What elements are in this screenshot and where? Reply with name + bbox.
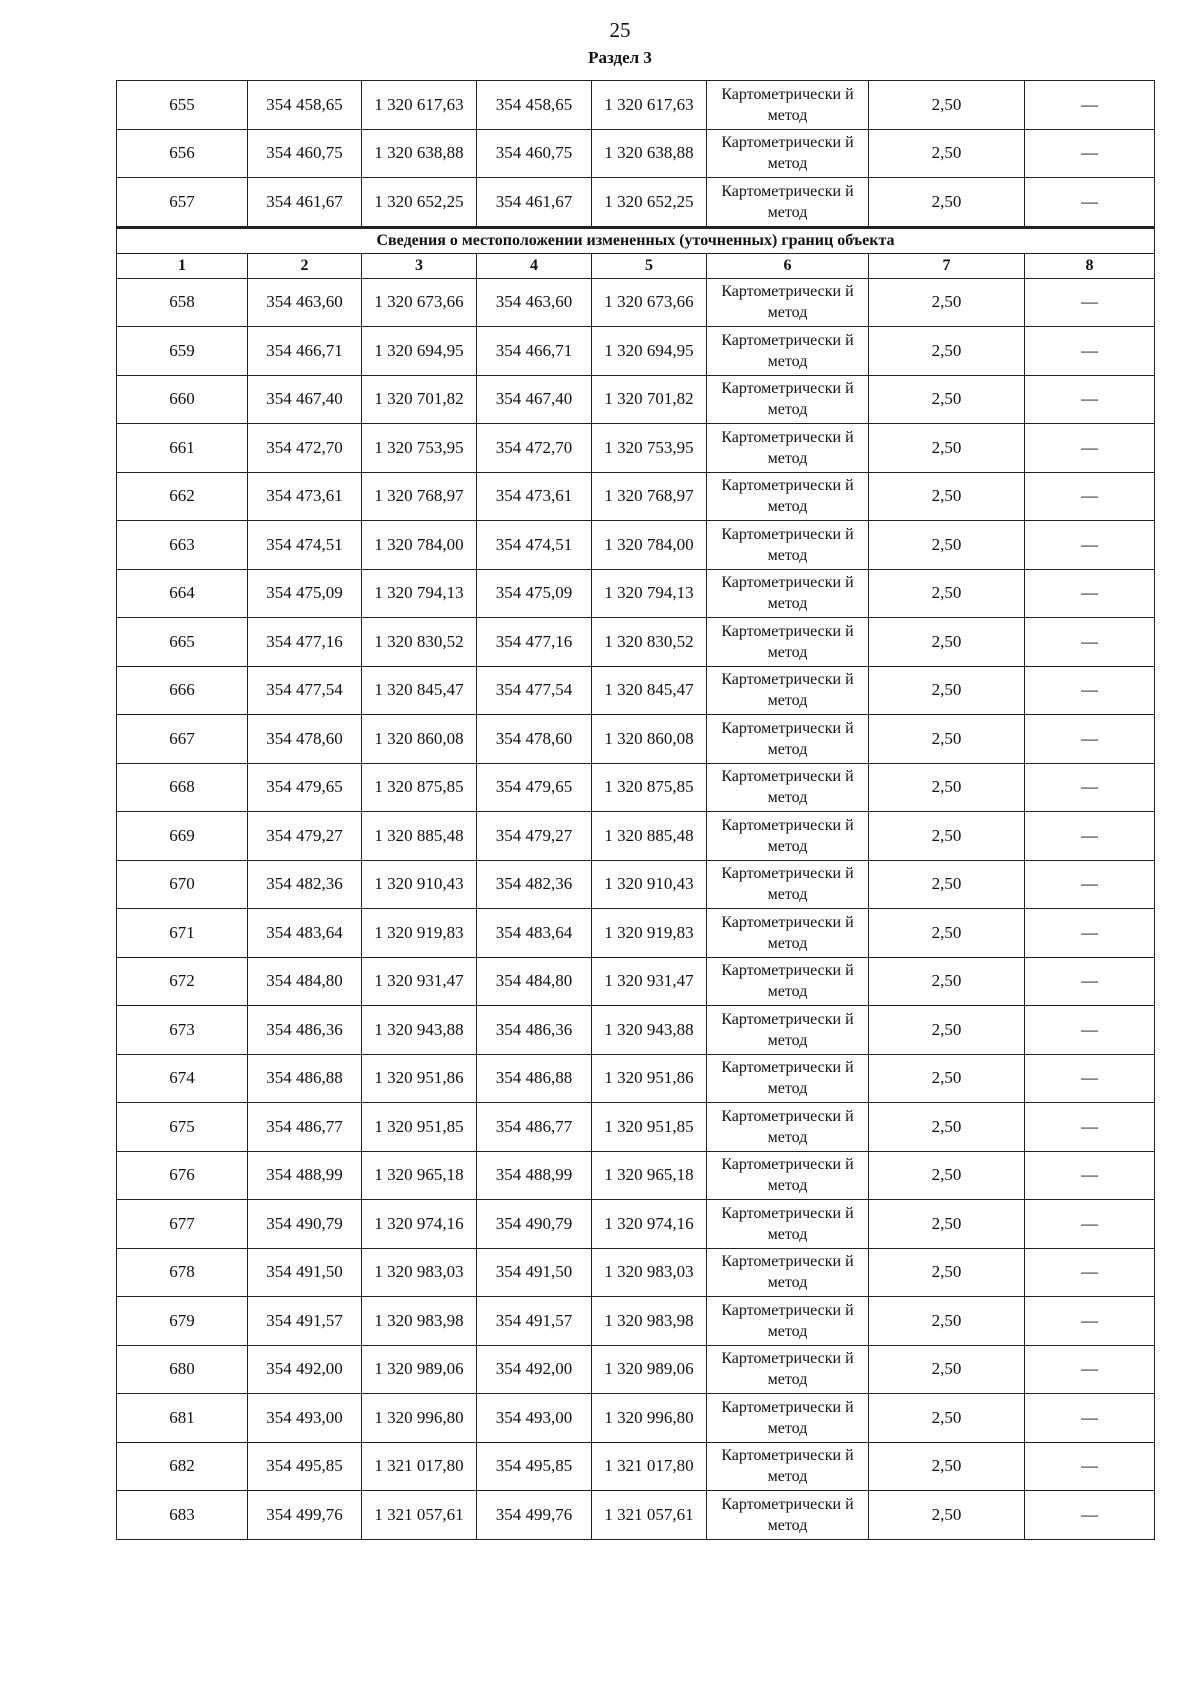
- accuracy-cell: 2,50: [869, 715, 1025, 764]
- description-cell: —: [1025, 763, 1155, 812]
- accuracy-cell: 2,50: [869, 957, 1025, 1006]
- x-coordinate-cell: 354 484,80: [248, 957, 362, 1006]
- table-body-bottom: [117, 278, 1155, 1539]
- x-coordinate-cell: 354 463,60: [248, 278, 362, 327]
- x-coordinate-cell: 354 473,61: [248, 472, 362, 521]
- table-row: [117, 472, 1155, 521]
- point-number-cell: 670: [117, 860, 248, 909]
- y-coordinate-cell: 1 320 875,85: [362, 763, 477, 812]
- y-coordinate-cell: 1 320 673,66: [592, 278, 707, 327]
- y-coordinate-cell: 1 320 951,86: [592, 1054, 707, 1103]
- point-number-cell: 683: [117, 1491, 248, 1540]
- point-number-cell: 668: [117, 763, 248, 812]
- section-heading: Сведения о местоположении измененных (уточненных) границ объекта: [117, 227, 1155, 253]
- column-number: 7: [869, 253, 1025, 278]
- x-coordinate-cell: 354 458,65: [248, 81, 362, 130]
- x-coordinate-cell: 354 486,77: [477, 1103, 592, 1152]
- x-coordinate-cell: 354 478,60: [248, 715, 362, 764]
- point-number-cell: 664: [117, 569, 248, 618]
- x-coordinate-cell: 354 477,16: [248, 618, 362, 667]
- x-coordinate-cell: 354 491,57: [248, 1297, 362, 1346]
- point-number-cell: 666: [117, 666, 248, 715]
- section-title: Раздел 3: [588, 48, 652, 67]
- x-coordinate-cell: 354 482,36: [477, 860, 592, 909]
- point-number-cell: 674: [117, 1054, 248, 1103]
- x-coordinate-cell: 354 461,67: [248, 178, 362, 228]
- y-coordinate-cell: 1 320 694,95: [362, 327, 477, 376]
- y-coordinate-cell: 1 320 965,18: [592, 1151, 707, 1200]
- accuracy-cell: 2,50: [869, 812, 1025, 861]
- column-number: 4: [477, 253, 592, 278]
- table-row: [117, 1006, 1155, 1055]
- point-number-cell: 656: [117, 129, 248, 178]
- y-coordinate-cell: 1 320 794,13: [362, 569, 477, 618]
- x-coordinate-cell: 354 499,76: [248, 1491, 362, 1540]
- point-number-cell: 672: [117, 957, 248, 1006]
- table-body-top: [117, 81, 1155, 228]
- x-coordinate-cell: 354 488,99: [477, 1151, 592, 1200]
- description-cell: —: [1025, 1200, 1155, 1249]
- description-cell: —: [1025, 1151, 1155, 1200]
- method-cell: Картометрически й метод: [707, 1442, 869, 1491]
- y-coordinate-cell: 1 320 885,48: [362, 812, 477, 861]
- point-number-cell: 660: [117, 375, 248, 424]
- point-number-cell: 677: [117, 1200, 248, 1249]
- y-coordinate-cell: 1 320 617,63: [592, 81, 707, 130]
- method-cell: Картометрически й метод: [707, 375, 869, 424]
- y-coordinate-cell: 1 320 996,80: [592, 1394, 707, 1443]
- x-coordinate-cell: 354 474,51: [477, 521, 592, 570]
- description-cell: —: [1025, 715, 1155, 764]
- accuracy-cell: 2,50: [869, 1345, 1025, 1394]
- y-coordinate-cell: 1 320 910,43: [592, 860, 707, 909]
- accuracy-cell: 2,50: [869, 1491, 1025, 1540]
- description-cell: —: [1025, 424, 1155, 473]
- accuracy-cell: 2,50: [869, 472, 1025, 521]
- x-coordinate-cell: 354 472,70: [248, 424, 362, 473]
- point-number-cell: 669: [117, 812, 248, 861]
- y-coordinate-cell: 1 320 931,47: [362, 957, 477, 1006]
- accuracy-cell: 2,50: [869, 618, 1025, 667]
- accuracy-cell: 2,50: [869, 1103, 1025, 1152]
- table-row: [117, 178, 1155, 228]
- accuracy-cell: 2,50: [869, 278, 1025, 327]
- y-coordinate-cell: 1 320 794,13: [592, 569, 707, 618]
- method-cell: Картометрически й метод: [707, 521, 869, 570]
- method-cell: Картометрически й метод: [707, 278, 869, 327]
- y-coordinate-cell: 1 320 768,97: [362, 472, 477, 521]
- point-number-cell: 658: [117, 278, 248, 327]
- method-cell: Картометрически й метод: [707, 472, 869, 521]
- accuracy-cell: 2,50: [869, 569, 1025, 618]
- table-row: [117, 715, 1155, 764]
- method-cell: Картометрически й метод: [707, 1345, 869, 1394]
- y-coordinate-cell: 1 320 983,98: [592, 1297, 707, 1346]
- y-coordinate-cell: 1 320 617,63: [362, 81, 477, 130]
- table-row: [117, 81, 1155, 130]
- table-row: [117, 1491, 1155, 1540]
- method-cell: Картометрически й метод: [707, 178, 869, 228]
- x-coordinate-cell: 354 490,79: [477, 1200, 592, 1249]
- method-cell: Картометрически й метод: [707, 569, 869, 618]
- x-coordinate-cell: 354 486,36: [477, 1006, 592, 1055]
- description-cell: —: [1025, 375, 1155, 424]
- table-row: [117, 812, 1155, 861]
- x-coordinate-cell: 354 473,61: [477, 472, 592, 521]
- method-cell: Картометрически й метод: [707, 957, 869, 1006]
- x-coordinate-cell: 354 479,27: [477, 812, 592, 861]
- method-cell: Картометрически й метод: [707, 424, 869, 473]
- x-coordinate-cell: 354 467,40: [248, 375, 362, 424]
- column-numbers-row: [117, 253, 1155, 278]
- x-coordinate-cell: 354 478,60: [477, 715, 592, 764]
- description-cell: —: [1025, 1248, 1155, 1297]
- y-coordinate-cell: 1 320 652,25: [592, 178, 707, 228]
- accuracy-cell: 2,50: [869, 666, 1025, 715]
- method-cell: Картометрически й метод: [707, 763, 869, 812]
- x-coordinate-cell: 354 483,64: [477, 909, 592, 958]
- x-coordinate-cell: 354 467,40: [477, 375, 592, 424]
- y-coordinate-cell: 1 320 845,47: [362, 666, 477, 715]
- point-number-cell: 681: [117, 1394, 248, 1443]
- x-coordinate-cell: 354 477,54: [477, 666, 592, 715]
- description-cell: —: [1025, 1103, 1155, 1152]
- y-coordinate-cell: 1 320 768,97: [592, 472, 707, 521]
- x-coordinate-cell: 354 474,51: [248, 521, 362, 570]
- table-row: [117, 1103, 1155, 1152]
- point-number-cell: 659: [117, 327, 248, 376]
- y-coordinate-cell: 1 320 974,16: [592, 1200, 707, 1249]
- x-coordinate-cell: 354 475,09: [248, 569, 362, 618]
- y-coordinate-cell: 1 320 638,88: [362, 129, 477, 178]
- y-coordinate-cell: 1 320 673,66: [362, 278, 477, 327]
- y-coordinate-cell: 1 320 943,88: [362, 1006, 477, 1055]
- accuracy-cell: 2,50: [869, 521, 1025, 570]
- x-coordinate-cell: 354 492,00: [477, 1345, 592, 1394]
- description-cell: —: [1025, 1054, 1155, 1103]
- description-cell: —: [1025, 521, 1155, 570]
- accuracy-cell: 2,50: [869, 375, 1025, 424]
- section-heading-row: [117, 227, 1155, 253]
- method-cell: Картометрически й метод: [707, 1394, 869, 1443]
- method-cell: Картометрически й метод: [707, 812, 869, 861]
- table-row: [117, 278, 1155, 327]
- accuracy-cell: 2,50: [869, 860, 1025, 909]
- y-coordinate-cell: 1 320 830,52: [592, 618, 707, 667]
- x-coordinate-cell: 354 472,70: [477, 424, 592, 473]
- y-coordinate-cell: 1 320 919,83: [362, 909, 477, 958]
- table-row: [117, 1442, 1155, 1491]
- y-coordinate-cell: 1 321 057,61: [592, 1491, 707, 1540]
- method-cell: Картометрически й метод: [707, 327, 869, 376]
- x-coordinate-cell: 354 482,36: [248, 860, 362, 909]
- table-row: [117, 375, 1155, 424]
- table-row: [117, 909, 1155, 958]
- y-coordinate-cell: 1 320 983,03: [592, 1248, 707, 1297]
- point-number-cell: 663: [117, 521, 248, 570]
- method-cell: Картометрически й метод: [707, 1054, 869, 1103]
- x-coordinate-cell: 354 488,99: [248, 1151, 362, 1200]
- x-coordinate-cell: 354 477,54: [248, 666, 362, 715]
- y-coordinate-cell: 1 320 965,18: [362, 1151, 477, 1200]
- method-cell: Картометрически й метод: [707, 715, 869, 764]
- column-number: 2: [248, 253, 362, 278]
- y-coordinate-cell: 1 321 017,80: [592, 1442, 707, 1491]
- description-cell: —: [1025, 1394, 1155, 1443]
- description-cell: —: [1025, 1006, 1155, 1055]
- y-coordinate-cell: 1 320 845,47: [592, 666, 707, 715]
- coordinates-table: [116, 80, 1155, 1540]
- description-cell: —: [1025, 81, 1155, 130]
- table-row: [117, 957, 1155, 1006]
- point-number-cell: 675: [117, 1103, 248, 1152]
- x-coordinate-cell: 354 493,00: [248, 1394, 362, 1443]
- column-number: 3: [362, 253, 477, 278]
- point-number-cell: 665: [117, 618, 248, 667]
- y-coordinate-cell: 1 321 017,80: [362, 1442, 477, 1491]
- column-number: 6: [707, 253, 869, 278]
- x-coordinate-cell: 354 495,85: [248, 1442, 362, 1491]
- y-coordinate-cell: 1 320 694,95: [592, 327, 707, 376]
- x-coordinate-cell: 354 461,67: [477, 178, 592, 228]
- page-number: 25: [609, 18, 631, 42]
- point-number-cell: 673: [117, 1006, 248, 1055]
- accuracy-cell: 2,50: [869, 1151, 1025, 1200]
- x-coordinate-cell: 354 491,50: [477, 1248, 592, 1297]
- y-coordinate-cell: 1 320 638,88: [592, 129, 707, 178]
- column-number: 1: [117, 253, 248, 278]
- point-number-cell: 661: [117, 424, 248, 473]
- point-number-cell: 682: [117, 1442, 248, 1491]
- x-coordinate-cell: 354 479,65: [248, 763, 362, 812]
- y-coordinate-cell: 1 320 983,98: [362, 1297, 477, 1346]
- accuracy-cell: 2,50: [869, 129, 1025, 178]
- table-row: [117, 1200, 1155, 1249]
- description-cell: —: [1025, 1297, 1155, 1346]
- method-cell: Картометрически й метод: [707, 1200, 869, 1249]
- description-cell: —: [1025, 472, 1155, 521]
- y-coordinate-cell: 1 320 652,25: [362, 178, 477, 228]
- method-cell: Картометрически й метод: [707, 1151, 869, 1200]
- accuracy-cell: 2,50: [869, 1394, 1025, 1443]
- table-row: [117, 1345, 1155, 1394]
- method-cell: Картометрически й метод: [707, 1103, 869, 1152]
- y-coordinate-cell: 1 321 057,61: [362, 1491, 477, 1540]
- table-row: [117, 860, 1155, 909]
- y-coordinate-cell: 1 320 753,95: [362, 424, 477, 473]
- description-cell: —: [1025, 1491, 1155, 1540]
- accuracy-cell: 2,50: [869, 424, 1025, 473]
- description-cell: —: [1025, 1442, 1155, 1491]
- x-coordinate-cell: 354 477,16: [477, 618, 592, 667]
- y-coordinate-cell: 1 320 784,00: [362, 521, 477, 570]
- accuracy-cell: 2,50: [869, 1054, 1025, 1103]
- table-row: [117, 521, 1155, 570]
- x-coordinate-cell: 354 491,57: [477, 1297, 592, 1346]
- accuracy-cell: 2,50: [869, 1200, 1025, 1249]
- y-coordinate-cell: 1 320 951,85: [592, 1103, 707, 1152]
- table-row: [117, 1151, 1155, 1200]
- table-row: [117, 424, 1155, 473]
- description-cell: —: [1025, 957, 1155, 1006]
- y-coordinate-cell: 1 320 701,82: [362, 375, 477, 424]
- y-coordinate-cell: 1 320 919,83: [592, 909, 707, 958]
- point-number-cell: 679: [117, 1297, 248, 1346]
- x-coordinate-cell: 354 483,64: [248, 909, 362, 958]
- x-coordinate-cell: 354 463,60: [477, 278, 592, 327]
- y-coordinate-cell: 1 320 910,43: [362, 860, 477, 909]
- y-coordinate-cell: 1 320 860,08: [592, 715, 707, 764]
- description-cell: —: [1025, 666, 1155, 715]
- y-coordinate-cell: 1 320 875,85: [592, 763, 707, 812]
- method-cell: Картометрически й метод: [707, 1006, 869, 1055]
- table-row: [117, 1248, 1155, 1297]
- table-row: [117, 327, 1155, 376]
- accuracy-cell: 2,50: [869, 1442, 1025, 1491]
- accuracy-cell: 2,50: [869, 909, 1025, 958]
- point-number-cell: 662: [117, 472, 248, 521]
- y-coordinate-cell: 1 320 830,52: [362, 618, 477, 667]
- x-coordinate-cell: 354 493,00: [477, 1394, 592, 1443]
- x-coordinate-cell: 354 458,65: [477, 81, 592, 130]
- point-number-cell: 657: [117, 178, 248, 228]
- accuracy-cell: 2,50: [869, 763, 1025, 812]
- column-number: 8: [1025, 253, 1155, 278]
- y-coordinate-cell: 1 320 753,95: [592, 424, 707, 473]
- point-number-cell: 676: [117, 1151, 248, 1200]
- y-coordinate-cell: 1 320 784,00: [592, 521, 707, 570]
- y-coordinate-cell: 1 320 983,03: [362, 1248, 477, 1297]
- x-coordinate-cell: 354 486,77: [248, 1103, 362, 1152]
- description-cell: —: [1025, 569, 1155, 618]
- y-coordinate-cell: 1 320 951,86: [362, 1054, 477, 1103]
- y-coordinate-cell: 1 320 860,08: [362, 715, 477, 764]
- y-coordinate-cell: 1 320 989,06: [362, 1345, 477, 1394]
- description-cell: —: [1025, 278, 1155, 327]
- accuracy-cell: 2,50: [869, 178, 1025, 228]
- description-cell: —: [1025, 909, 1155, 958]
- table-row: [117, 1297, 1155, 1346]
- description-cell: —: [1025, 327, 1155, 376]
- accuracy-cell: 2,50: [869, 327, 1025, 376]
- description-cell: —: [1025, 178, 1155, 228]
- description-cell: —: [1025, 129, 1155, 178]
- x-coordinate-cell: 354 492,00: [248, 1345, 362, 1394]
- y-coordinate-cell: 1 320 996,80: [362, 1394, 477, 1443]
- point-number-cell: 671: [117, 909, 248, 958]
- x-coordinate-cell: 354 486,36: [248, 1006, 362, 1055]
- accuracy-cell: 2,50: [869, 1248, 1025, 1297]
- x-coordinate-cell: 354 460,75: [477, 129, 592, 178]
- accuracy-cell: 2,50: [869, 1297, 1025, 1346]
- y-coordinate-cell: 1 320 931,47: [592, 957, 707, 1006]
- x-coordinate-cell: 354 479,65: [477, 763, 592, 812]
- table-row: [117, 666, 1155, 715]
- description-cell: —: [1025, 618, 1155, 667]
- x-coordinate-cell: 354 486,88: [248, 1054, 362, 1103]
- table-row: [117, 763, 1155, 812]
- description-cell: —: [1025, 1345, 1155, 1394]
- point-number-cell: 667: [117, 715, 248, 764]
- point-number-cell: 678: [117, 1248, 248, 1297]
- x-coordinate-cell: 354 466,71: [248, 327, 362, 376]
- x-coordinate-cell: 354 490,79: [248, 1200, 362, 1249]
- method-cell: Картометрически й метод: [707, 1248, 869, 1297]
- x-coordinate-cell: 354 460,75: [248, 129, 362, 178]
- description-cell: —: [1025, 860, 1155, 909]
- y-coordinate-cell: 1 320 701,82: [592, 375, 707, 424]
- table-row: [117, 1054, 1155, 1103]
- method-cell: Картометрически й метод: [707, 1491, 869, 1540]
- column-number: 5: [592, 253, 707, 278]
- x-coordinate-cell: 354 499,76: [477, 1491, 592, 1540]
- accuracy-cell: 2,50: [869, 81, 1025, 130]
- point-number-cell: 680: [117, 1345, 248, 1394]
- table-row: [117, 569, 1155, 618]
- x-coordinate-cell: 354 475,09: [477, 569, 592, 618]
- x-coordinate-cell: 354 479,27: [248, 812, 362, 861]
- method-cell: Картометрически й метод: [707, 666, 869, 715]
- y-coordinate-cell: 1 320 989,06: [592, 1345, 707, 1394]
- x-coordinate-cell: 354 491,50: [248, 1248, 362, 1297]
- x-coordinate-cell: 354 466,71: [477, 327, 592, 376]
- x-coordinate-cell: 354 486,88: [477, 1054, 592, 1103]
- method-cell: Картометрически й метод: [707, 860, 869, 909]
- y-coordinate-cell: 1 320 943,88: [592, 1006, 707, 1055]
- y-coordinate-cell: 1 320 974,16: [362, 1200, 477, 1249]
- point-number-cell: 655: [117, 81, 248, 130]
- method-cell: Картометрически й метод: [707, 81, 869, 130]
- method-cell: Картометрически й метод: [707, 909, 869, 958]
- accuracy-cell: 2,50: [869, 1006, 1025, 1055]
- method-cell: Картометрически й метод: [707, 129, 869, 178]
- method-cell: Картометрически й метод: [707, 618, 869, 667]
- description-cell: —: [1025, 812, 1155, 861]
- table-row: [117, 1394, 1155, 1443]
- x-coordinate-cell: 354 484,80: [477, 957, 592, 1006]
- y-coordinate-cell: 1 320 951,85: [362, 1103, 477, 1152]
- table-row: [117, 129, 1155, 178]
- y-coordinate-cell: 1 320 885,48: [592, 812, 707, 861]
- table-row: [117, 618, 1155, 667]
- x-coordinate-cell: 354 495,85: [477, 1442, 592, 1491]
- method-cell: Картометрически й метод: [707, 1297, 869, 1346]
